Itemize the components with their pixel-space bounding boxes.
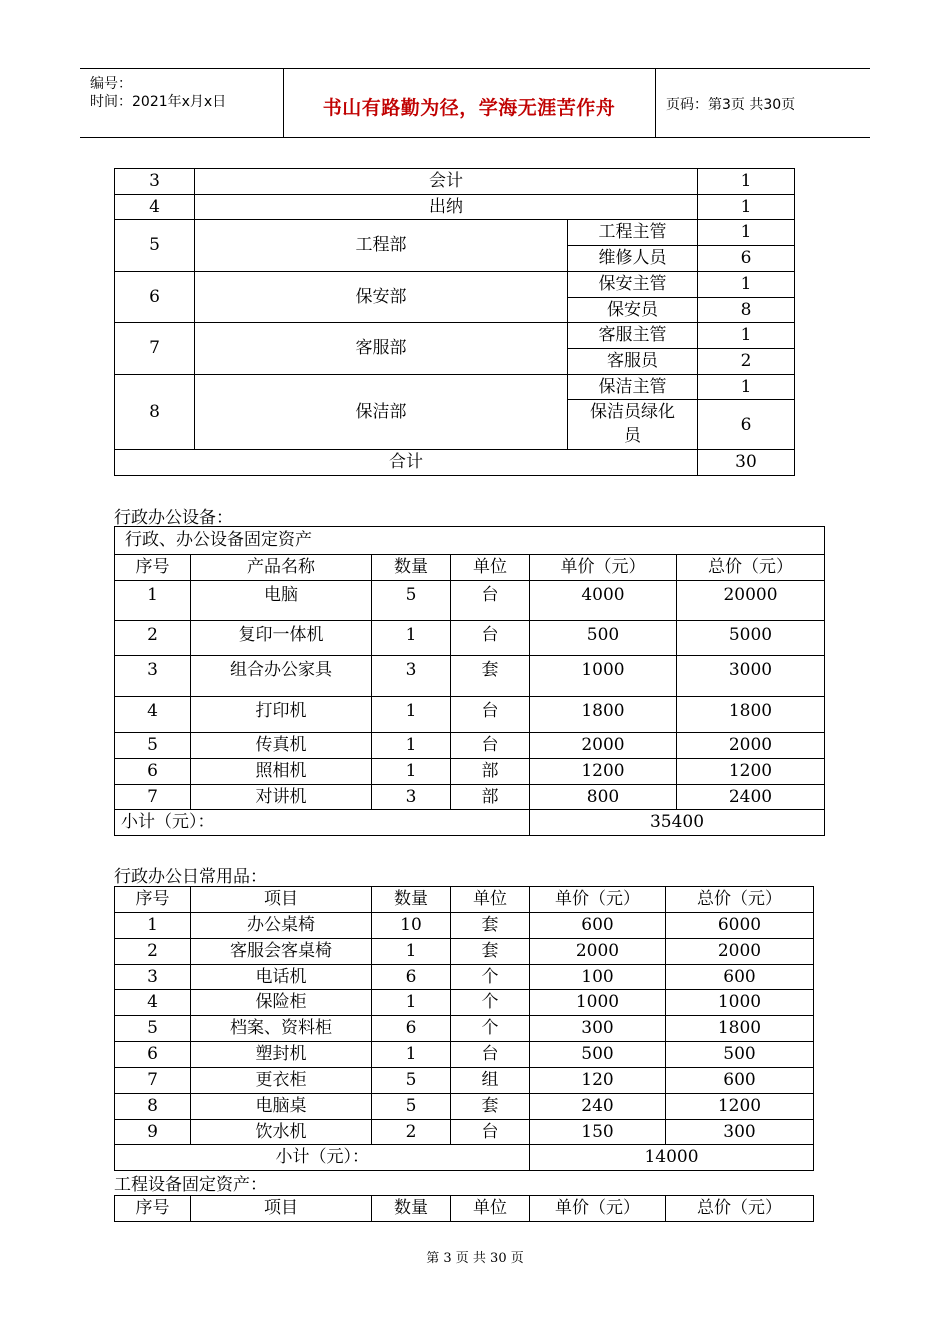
cell: 3 [115, 656, 191, 697]
cell: 1800 [666, 1016, 814, 1042]
cell: 100 [530, 964, 666, 990]
staff-dept: 出纳 [195, 194, 698, 220]
cell: 电话机 [191, 964, 372, 990]
office-equipment-title: 行政、办公设备固定资产 [115, 527, 825, 555]
cell: 9 [115, 1119, 191, 1145]
cell: 个 [451, 990, 530, 1016]
table-row [115, 1016, 814, 1042]
cell: 1 [372, 990, 451, 1016]
staff-no: 7 [115, 323, 195, 375]
column-header: 单价（元） [530, 1196, 666, 1222]
cell: 部 [451, 784, 530, 810]
table-row [115, 964, 814, 990]
table-header-row [115, 1196, 814, 1222]
cell: 1 [372, 1041, 451, 1067]
cell: 档案、资料柜 [191, 1016, 372, 1042]
cell: 500 [666, 1041, 814, 1067]
cell: 6000 [666, 913, 814, 939]
cell: 台 [451, 581, 530, 621]
cell: 个 [451, 964, 530, 990]
staff-table [114, 168, 795, 476]
cell: 台 [451, 1119, 530, 1145]
document-number-label: 编号： [90, 76, 132, 92]
staff-count: 6 [698, 245, 795, 271]
document-time-label: 时间：2021年x月x日 [90, 94, 227, 110]
staff-no: 6 [115, 271, 195, 323]
column-header: 数量 [372, 1196, 451, 1222]
cell: 1 [372, 938, 451, 964]
cell: 套 [451, 938, 530, 964]
cell: 5 [372, 1093, 451, 1119]
cell: 打印机 [191, 697, 372, 733]
column-header: 单价（元） [530, 555, 677, 581]
column-header: 数量 [372, 887, 451, 913]
column-header: 项目 [191, 1196, 372, 1222]
column-header: 产品名称 [191, 555, 372, 581]
staff-role: 客服主管 [568, 323, 698, 349]
column-header: 单位 [451, 1196, 530, 1222]
staff-count: 1 [698, 323, 795, 349]
cell: 6 [115, 758, 191, 784]
column-header: 序号 [115, 555, 191, 581]
engineering-table [114, 1195, 814, 1222]
column-header: 总价（元） [666, 1196, 814, 1222]
staff-role: 保洁主管 [568, 374, 698, 400]
cell: 300 [530, 1016, 666, 1042]
cell: 5 [115, 1016, 191, 1042]
subtotal-label: 小计（元）： [115, 1145, 530, 1171]
table-row [115, 913, 814, 939]
office-equipment-caption: 行政办公设备： [114, 508, 233, 528]
cell: 电脑桌 [191, 1093, 372, 1119]
cell: 7 [115, 784, 191, 810]
table-row [115, 621, 825, 656]
office-equipment-table [114, 526, 825, 836]
cell: 1 [372, 621, 451, 656]
table-row [115, 990, 814, 1016]
cell: 传真机 [191, 733, 372, 759]
cell: 保险柜 [191, 990, 372, 1016]
cell: 3 [372, 656, 451, 697]
table-row [115, 220, 795, 246]
cell: 3 [372, 784, 451, 810]
table-title-row [115, 527, 825, 555]
cell: 照相机 [191, 758, 372, 784]
table-row [115, 1041, 814, 1067]
cell: 1200 [530, 758, 677, 784]
column-header: 数量 [372, 555, 451, 581]
staff-count: 1 [698, 169, 795, 195]
staff-role: 保安员 [568, 297, 698, 323]
cell: 1800 [677, 697, 825, 733]
table-row [115, 194, 795, 220]
table-row [115, 581, 825, 621]
cell: 套 [451, 913, 530, 939]
daily-supplies-table [114, 886, 814, 1171]
header-motto: 书山有路勤为径，学海无涯苦作舟 [322, 97, 616, 119]
cell: 饮水机 [191, 1119, 372, 1145]
table-row [115, 1119, 814, 1145]
cell: 个 [451, 1016, 530, 1042]
cell: 6 [372, 1016, 451, 1042]
cell: 6 [115, 1041, 191, 1067]
subtotal-row [115, 810, 825, 836]
cell: 120 [530, 1067, 666, 1093]
cell: 部 [451, 758, 530, 784]
cell: 2400 [677, 784, 825, 810]
staff-count: 1 [698, 194, 795, 220]
staff-role: 工程主管 [568, 220, 698, 246]
staff-role: 保安主管 [568, 271, 698, 297]
table-row [115, 1067, 814, 1093]
cell: 2000 [530, 938, 666, 964]
cell: 复印一体机 [191, 621, 372, 656]
cell: 台 [451, 733, 530, 759]
subtotal-label: 小计（元）： [115, 810, 530, 836]
cell: 1 [372, 758, 451, 784]
staff-no: 4 [115, 194, 195, 220]
cell: 20000 [677, 581, 825, 621]
staff-role: 维修人员 [568, 245, 698, 271]
cell: 2000 [666, 938, 814, 964]
cell: 2 [115, 621, 191, 656]
cell: 8 [115, 1093, 191, 1119]
cell: 1 [115, 913, 191, 939]
column-header: 单位 [451, 555, 530, 581]
cell: 4 [115, 990, 191, 1016]
staff-dept: 会计 [195, 169, 698, 195]
table-header-row [115, 555, 825, 581]
cell: 4000 [530, 581, 677, 621]
cell: 5 [372, 581, 451, 621]
cell: 1000 [666, 990, 814, 1016]
staff-total: 30 [698, 450, 795, 476]
cell: 套 [451, 656, 530, 697]
cell: 1200 [666, 1093, 814, 1119]
table-row [115, 784, 825, 810]
cell: 台 [451, 621, 530, 656]
table-row [115, 733, 825, 759]
cell: 500 [530, 1041, 666, 1067]
cell: 800 [530, 784, 677, 810]
cell: 600 [666, 964, 814, 990]
cell: 2 [372, 1119, 451, 1145]
subtotal-row [115, 1145, 814, 1171]
column-header: 序号 [115, 887, 191, 913]
table-row [115, 697, 825, 733]
cell: 10 [372, 913, 451, 939]
column-header: 总价（元） [677, 555, 825, 581]
cell: 4 [115, 697, 191, 733]
table-header-row [115, 887, 814, 913]
table-row [115, 271, 795, 297]
cell: 7 [115, 1067, 191, 1093]
daily-supplies-caption: 行政办公日常用品： [114, 867, 267, 887]
cell: 5000 [677, 621, 825, 656]
column-header: 总价（元） [666, 887, 814, 913]
staff-no: 8 [115, 374, 195, 450]
cell: 台 [451, 697, 530, 733]
header-motto-cell [283, 69, 656, 137]
staff-count: 1 [698, 271, 795, 297]
cell: 5 [115, 733, 191, 759]
staff-role: 客服员 [568, 349, 698, 375]
cell: 150 [530, 1119, 666, 1145]
cell: 1 [372, 733, 451, 759]
staff-dept: 保洁部 [195, 374, 568, 450]
cell: 组合办公家具 [191, 656, 372, 697]
table-row [115, 169, 795, 195]
column-header: 序号 [115, 1196, 191, 1222]
cell: 更衣柜 [191, 1067, 372, 1093]
cell: 600 [530, 913, 666, 939]
staff-count: 2 [698, 349, 795, 375]
table-row [115, 656, 825, 697]
page-footer: 第 3 页 共 30 页 [426, 1251, 524, 1266]
cell: 500 [530, 621, 677, 656]
cell: 3000 [677, 656, 825, 697]
cell: 2 [115, 938, 191, 964]
cell: 1000 [530, 656, 677, 697]
cell: 台 [451, 1041, 530, 1067]
cell: 1000 [530, 990, 666, 1016]
cell: 2000 [677, 733, 825, 759]
header-page-cell [656, 69, 870, 137]
table-row [115, 1093, 814, 1119]
table-row [115, 758, 825, 784]
cell: 1 [115, 581, 191, 621]
staff-no: 3 [115, 169, 195, 195]
header-meta-cell [80, 69, 284, 137]
cell: 1200 [677, 758, 825, 784]
staff-count: 6 [698, 400, 795, 450]
cell: 600 [666, 1067, 814, 1093]
staff-count: 8 [698, 297, 795, 323]
staff-dept: 客服部 [195, 323, 568, 375]
table-row [115, 323, 795, 349]
staff-role: 保洁员绿化员 [568, 400, 698, 450]
staff-total-label: 合计 [115, 450, 698, 476]
staff-count: 1 [698, 220, 795, 246]
table-row [115, 450, 795, 476]
staff-dept: 保安部 [195, 271, 568, 323]
cell: 对讲机 [191, 784, 372, 810]
table-row [115, 938, 814, 964]
cell: 套 [451, 1093, 530, 1119]
cell: 客服会客桌椅 [191, 938, 372, 964]
page-header [80, 68, 870, 138]
cell: 1800 [530, 697, 677, 733]
subtotal-value: 35400 [530, 810, 825, 836]
header-page-number: 页码：第3页 共30页 [666, 97, 796, 113]
column-header: 单价（元） [530, 887, 666, 913]
cell: 组 [451, 1067, 530, 1093]
staff-dept: 工程部 [195, 220, 568, 271]
cell: 电脑 [191, 581, 372, 621]
staff-no: 5 [115, 220, 195, 271]
staff-count: 1 [698, 374, 795, 400]
cell: 5 [372, 1067, 451, 1093]
column-header: 项目 [191, 887, 372, 913]
table-row [115, 374, 795, 400]
cell: 3 [115, 964, 191, 990]
column-header: 单位 [451, 887, 530, 913]
subtotal-value: 14000 [530, 1145, 814, 1171]
cell: 塑封机 [191, 1041, 372, 1067]
cell: 6 [372, 964, 451, 990]
cell: 2000 [530, 733, 677, 759]
cell: 240 [530, 1093, 666, 1119]
cell: 1 [372, 697, 451, 733]
cell: 300 [666, 1119, 814, 1145]
engineering-caption: 工程设备固定资产： [114, 1175, 267, 1195]
cell: 办公桌椅 [191, 913, 372, 939]
